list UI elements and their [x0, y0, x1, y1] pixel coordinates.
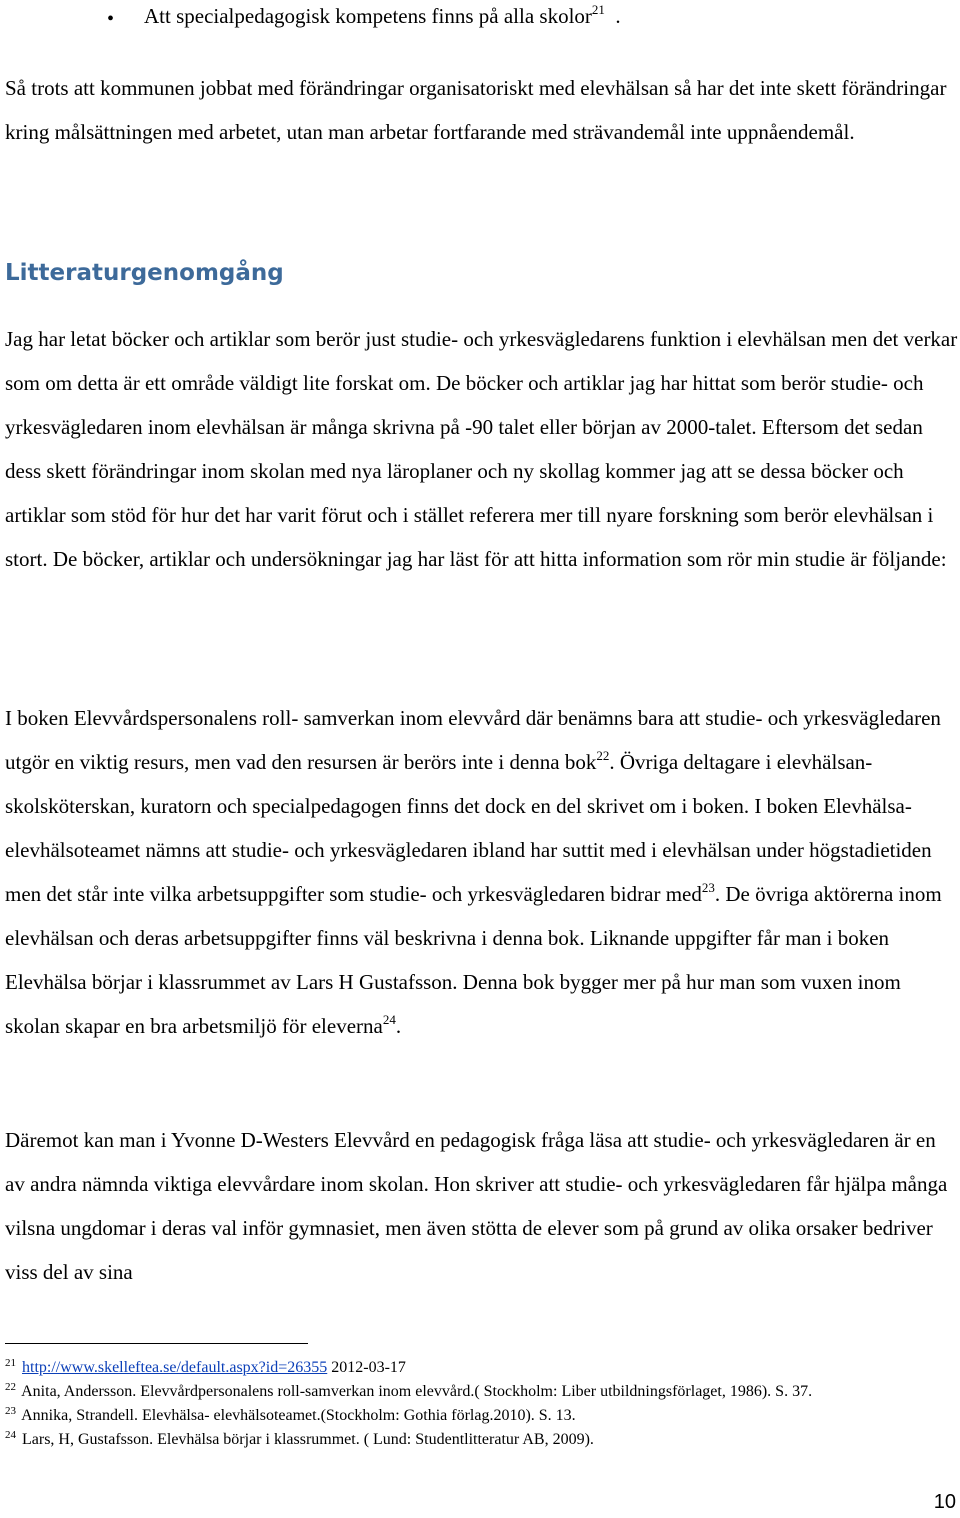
footnote-number: 21 [5, 1357, 16, 1369]
paragraph-book-review [5, 696, 958, 1048]
footnote-21 [5, 1356, 956, 1380]
footnote-number: 23 [5, 1405, 16, 1417]
footnote-separator [5, 1343, 308, 1344]
paragraph-book-review-part2: . Övriga deltagare i elevhälsan-skolsköterskan, kuratorn och specialpedagogen finns det dock en del skrivet om i boken. I boken Elevhälsa- elevhälsoteamet nämns att studie- och yrkesvägledaren ibland har suttit med i elevhälsan under högstadietiden men det står inte vilka arbetsuppgifter som studie- och yrkesvägledaren bidrar med [5, 750, 932, 906]
footnote-ref-24[interactable]: 24 [382, 1012, 396, 1027]
paragraph-westers: Däremot kan man i Yvonne D-Westers Elevvård en pedagogisk fråga läsa att studie- och yrkesvägledaren är en av andra nämnda viktiga elevvårdare inom skolan. Hon skriver att studie- och yrkesvägledaren får hjälpa många vilsna ungdomar i deras val inför gymnasiet, men även stötta de elever som på grund av olika orsaker bedriver viss del av sina [5, 1128, 948, 1284]
footnote-text: Anita, Andersson. Elevvårdpersonalens roll-samverkan inom elevvård.( Stockholm: Liber utbildningsförlaget, 1986). S. 37. [21, 1383, 813, 1400]
section-heading: Litteraturgenomgång [5, 260, 284, 286]
bullet-label: Att specialpedagogisk kompetens finns på alla skolor [144, 4, 592, 28]
page-number: 10 [933, 1491, 956, 1513]
footnote-number: 22 [5, 1381, 16, 1393]
footnote-ref-23[interactable]: 23 [701, 880, 715, 895]
paragraph-book-review-part1: I boken Elevvårdspersonalens roll- samverkan inom elevvård där benämns bara att studie- och yrkesvägledaren utgör en viktig resurs, men vad den resursen är berörs inte i denna bok [5, 706, 941, 774]
footnote-24 [5, 1428, 956, 1452]
footnote-link[interactable]: http://www.skelleftea.se/default.aspx?id=26355 [22, 1359, 328, 1376]
paragraph-book-review-part3: . De övriga aktörerna inom elevhälsan och deras arbetsuppgifter finns väl beskrivna i denna bok. Liknande uppgifter får man i boken Elevhälsa börjar i klassrummet av Lars H Gustafsson. Denna bok bygger mer på hur man som vuxen inom skolan skapar en bra arbetsmiljö för eleverna [5, 882, 942, 1038]
footnotes [5, 1356, 956, 1452]
footnote-22 [5, 1380, 956, 1404]
paragraph-intro: Så trots att kommunen jobbat med förändringar organisatoriskt med elevhälsan så har det inte skett förändringar kring målsättningen med arbetet, utan man arbetar fortfarande med strävandemål inte uppnåendemål. [5, 76, 947, 144]
footnote-number: 24 [5, 1429, 16, 1441]
footnote-date: 2012-03-17 [327, 1359, 406, 1376]
paragraph-literature-search: Jag har letat böcker och artiklar som berör just studie- och yrkesvägledarens funktion i elevhälsan men det verkar som om detta är ett område väldigt lite forskat om. De böcker och artiklar jag har hittat som berör studie- och yrkesvägledaren inom elevhälsan är många skrivna på -90 talet eller början av 2000-talet. Eftersom det sedan dess skett förändringar inom skolan med nya läroplaner och ny skollag kommer jag att se dessa böcker och artiklar som stöd för hur det har varit förut och i stället referera mer till nyare forskning som berör elevhälsan i stort. De böcker, artiklar och undersökningar jag har läst för att hitta information som rör min studie är följande: [5, 327, 958, 571]
bullet-tail: . [615, 4, 621, 28]
footnote-ref-22[interactable]: 22 [596, 748, 610, 763]
footnote-ref-21[interactable]: 21 [591, 2, 605, 17]
bullet-list-item [0, 0, 960, 34]
bullet-text [144, 3, 621, 29]
paragraph-book-review-part4: . [395, 1014, 402, 1038]
footnote-23 [5, 1404, 956, 1428]
bullet-icon: • [107, 8, 115, 30]
footnote-text: Lars, H, Gustafsson. Elevhälsa börjar i klassrummet. ( Lund: Studentlitteratur AB, 2009). [22, 1431, 594, 1448]
footnote-text: Annika, Strandell. Elevhälsa- elevhälsoteamet.(Stockholm: Gothia förlag.2010). S. 13. [21, 1407, 576, 1424]
